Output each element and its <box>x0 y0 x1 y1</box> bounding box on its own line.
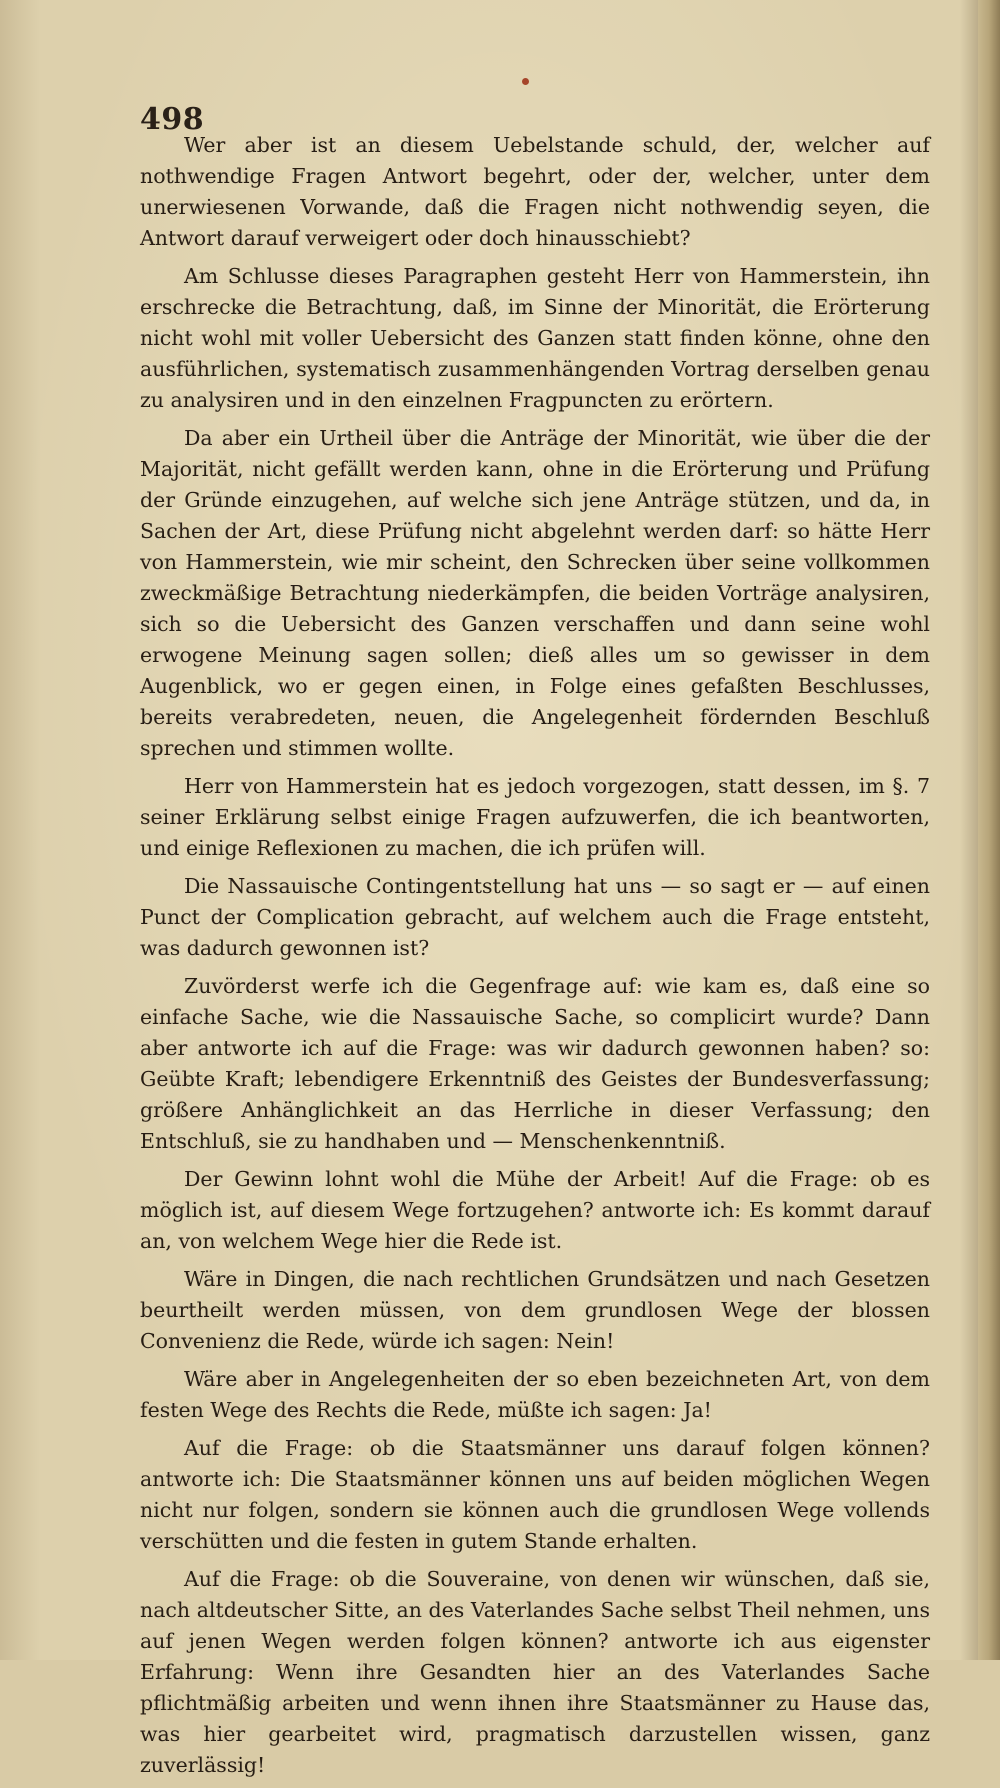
paragraph-11: Auf die Frage: ob die Souveraine, von denen wir wünschen, daß sie, nach altdeutscher Sitte, an des Vaterlandes Sache selbst Theil nehmen, uns auf jenen Wegen werden folgen können? antworte ich aus eigenster Erfahrung: Wenn ihre Gesandten hier an des Vaterlandes Sache pflichtmäßig arbeiten und wenn ihnen ihre Staatsmänner zu Hause das, was hier gearbeitet wird, pragmatisch darzustellen wissen, ganz zuverlässig! <box>140 1567 930 1777</box>
paragraph-3: Da aber ein Urtheil über die Anträge der Minorität, wie über die der Majorität, nicht gefällt werden kann, ohne in die Erörterung und Prüfung der Gründe einzugehen, auf welche sich jene Anträge stützen, und da, in Sachen der Art, diese Prüfung nicht abgelehnt werden darf: so hätte Herr von Hammerstein, wie mir scheint, den Schrecken über seine vollkommen zweckmäßige Betrachtung niederkämpfen, die beiden Vorträge analysiren, sich so die Uebersicht des Ganzen verschaffen und dann seine wohl erwogene Meinung sagen sollen; dieß alles um so gewisser in dem Augenblick, wo er gegen einen, in Folge eines gefaßten Beschlusses, bereits verabredeten, neuen, die Angelegenheit fördernden Beschluß sprechen und stimmen wollte. <box>140 426 930 760</box>
paragraph-10: Auf die Frage: ob die Staatsmänner uns darauf folgen können? antworte ich: Die Staatsmänner können uns auf beiden möglichen Wegen nicht nur folgen, sondern sie können auch die grundlosen Wege vollends verschütten und die festen in gutem Stande erhalten. <box>140 1436 930 1553</box>
page-edge <box>978 0 1000 1660</box>
paragraph-8: Wäre in Dingen, die nach rechtlichen Grundsätzen und nach Gesetzen beurtheilt werden müssen, von dem grundlosen Wege der blossen Convenienz die Rede, würde ich sagen: Nein! <box>140 1267 930 1353</box>
paragraph-6: Zuvörderst werfe ich die Gegenfrage auf: wie kam es, daß eine so einfache Sache, wie die Nassauische Sache, so complicirt wurde? Dann aber antworte ich auf die Frage: was wir dadurch gewonnen haben? so: Geübte Kraft; lebendigere Erkenntniß des Geistes der Bundesverfassung; größere Anhänglichkeit an das Herrliche in dieser Verfassung; den Entschluß, sie zu handhaben und — Menschenkenntniß. <box>140 974 930 1153</box>
paragraph-9: Wäre aber in Angelegenheiten der so eben bezeichneten Art, von dem festen Wege des Rechts die Rede, müßte ich sagen: Ja! <box>140 1367 930 1422</box>
body-text <box>140 130 930 1788</box>
page-number: 498 <box>140 102 205 137</box>
paragraph-4: Herr von Hammerstein hat es jedoch vorgezogen, statt dessen, im §. 7 seiner Erklärung selbst einige Fragen aufzuwerfen, die ich beantworten, und einige Reflexionen zu machen, die ich prüfen will. <box>140 774 930 860</box>
paragraph-2: Am Schlusse dieses Paragraphen gesteht Herr von Hammerstein, ihn erschrecke die Betrachtung, daß, im Sinne der Minorität, die Erörterung nicht wohl mit voller Uebersicht des Ganzen statt finden könne, ohne den ausführlichen, systematisch zusammenhängenden Vortrag derselben genau zu analysiren und in den einzelnen Fragpuncten zu erörtern. <box>140 264 930 412</box>
page-edge-shadow <box>960 0 978 1660</box>
paragraph-7: Der Gewinn lohnt wohl die Mühe der Arbeit! Auf die Frage: ob es möglich ist, auf diesem Wege fortzugehen? antworte ich: Es kommt darauf an, von welchem Wege hier die Rede ist. <box>140 1167 930 1253</box>
ink-spot <box>522 78 529 85</box>
paragraph-5: Die Nassauische Contingentstellung hat uns — so sagt er — auf einen Punct der Complication gebracht, auf welchem auch die Frage entsteht, was dadurch gewonnen ist? <box>140 874 930 960</box>
paragraph-1: Wer aber ist an diesem Uebelstande schuld, der, welcher auf nothwendige Fragen Antwort begehrt, oder der, welcher, unter dem unerwiesenen Vorwande, daß die Fragen nicht nothwendig seyen, die Antwort darauf verweigert oder doch hinausschiebt? <box>140 133 930 250</box>
